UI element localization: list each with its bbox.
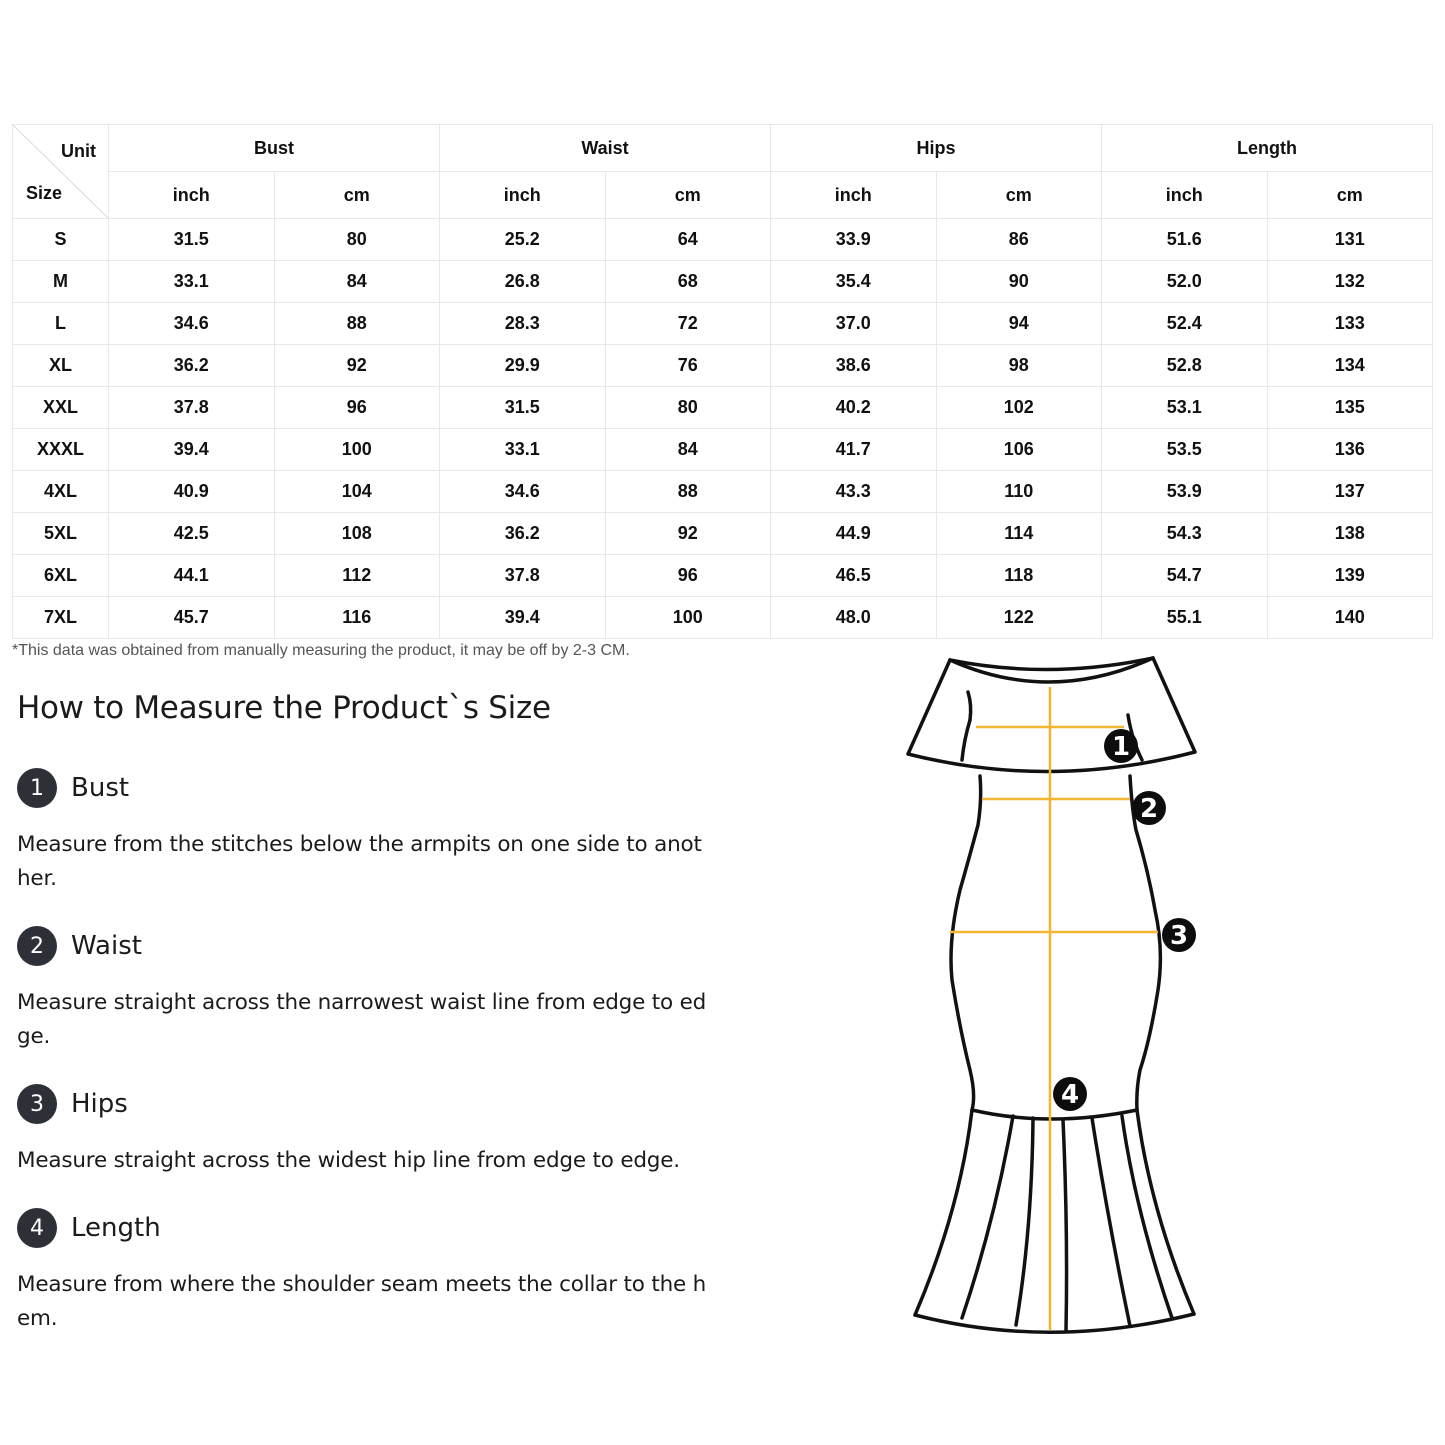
value-cell: 139 <box>1267 555 1433 597</box>
table-row <box>13 429 1433 471</box>
unit-header: inch <box>1102 172 1268 219</box>
value-cell: 132 <box>1267 261 1433 303</box>
step-description: Measure straight across the widest hip line from edge to edge. <box>17 1148 680 1173</box>
value-cell: 45.7 <box>109 597 275 639</box>
measurement-disclaimer: *This data was obtained from manually measuring the product, it may be off by 2-3 CM. <box>12 642 630 659</box>
value-cell: 36.2 <box>109 345 275 387</box>
value-cell: 52.0 <box>1102 261 1268 303</box>
value-cell: 138 <box>1267 513 1433 555</box>
value-cell: 96 <box>605 555 771 597</box>
value-cell: 104 <box>274 471 440 513</box>
value-cell: 72 <box>605 303 771 345</box>
step-number-badge: 1 <box>17 768 57 808</box>
value-cell: 84 <box>274 261 440 303</box>
svg-text:4: 4 <box>1060 1080 1080 1110</box>
unit-header: inch <box>771 172 937 219</box>
value-cell: 31.5 <box>440 387 606 429</box>
step-number-badge: 3 <box>17 1084 57 1124</box>
value-cell: 84 <box>605 429 771 471</box>
guide-title: How to Measure the Product`s Size <box>17 690 551 726</box>
unit-label: Unit <box>61 141 96 161</box>
value-cell: 88 <box>274 303 440 345</box>
value-cell: 80 <box>274 219 440 261</box>
size-chart-table <box>12 124 1433 639</box>
size-cell: 4XL <box>13 471 109 513</box>
step-length <box>17 1208 737 1336</box>
value-cell: 134 <box>1267 345 1433 387</box>
value-cell: 110 <box>936 471 1102 513</box>
value-cell: 55.1 <box>1102 597 1268 639</box>
value-cell: 136 <box>1267 429 1433 471</box>
value-cell: 34.6 <box>440 471 606 513</box>
size-label: Size <box>26 183 63 203</box>
value-cell: 114 <box>936 513 1102 555</box>
size-cell: 5XL <box>13 513 109 555</box>
value-cell: 33.9 <box>771 219 937 261</box>
value-cell: 88 <box>605 471 771 513</box>
value-cell: 140 <box>1267 597 1433 639</box>
table-row <box>13 471 1433 513</box>
value-cell: 108 <box>274 513 440 555</box>
unit-header: cm <box>1267 172 1433 219</box>
step-hips <box>17 1084 737 1178</box>
value-cell: 116 <box>274 597 440 639</box>
group-header-waist: Waist <box>440 125 771 172</box>
value-cell: 37.8 <box>440 555 606 597</box>
size-cell: L <box>13 303 109 345</box>
corner-header <box>13 125 109 219</box>
value-cell: 92 <box>274 345 440 387</box>
size-cell: 6XL <box>13 555 109 597</box>
value-cell: 36.2 <box>440 513 606 555</box>
measure-guide <box>17 690 737 1331</box>
step-waist <box>17 926 737 1054</box>
diagonal-divider <box>13 125 108 218</box>
value-cell: 52.4 <box>1102 303 1268 345</box>
value-cell: 41.7 <box>771 429 937 471</box>
value-cell: 118 <box>936 555 1102 597</box>
unit-header: cm <box>936 172 1102 219</box>
step-number-badge: 4 <box>17 1208 57 1248</box>
unit-header: cm <box>605 172 771 219</box>
value-cell: 106 <box>936 429 1102 471</box>
table-row <box>13 387 1433 429</box>
value-cell: 53.1 <box>1102 387 1268 429</box>
value-cell: 86 <box>936 219 1102 261</box>
value-cell: 52.8 <box>1102 345 1268 387</box>
svg-text:2: 2 <box>1139 794 1159 824</box>
value-cell: 94 <box>936 303 1102 345</box>
value-cell: 39.4 <box>440 597 606 639</box>
value-cell: 54.7 <box>1102 555 1268 597</box>
value-cell: 76 <box>605 345 771 387</box>
marker-1-icon <box>1104 729 1138 763</box>
marker-4-icon <box>1053 1077 1087 1111</box>
unit-header: inch <box>109 172 275 219</box>
step-description: Measure from the stitches below the armpits on one side to anot her. <box>17 832 702 891</box>
value-cell: 48.0 <box>771 597 937 639</box>
table-row <box>13 261 1433 303</box>
size-cell: 7XL <box>13 597 109 639</box>
dress-diagram-icon <box>900 650 1210 1340</box>
value-cell: 137 <box>1267 471 1433 513</box>
step-label: Hips <box>71 1089 128 1119</box>
step-number-badge: 2 <box>17 926 57 966</box>
value-cell: 102 <box>936 387 1102 429</box>
value-cell: 80 <box>605 387 771 429</box>
table-row <box>13 345 1433 387</box>
value-cell: 35.4 <box>771 261 937 303</box>
value-cell: 37.0 <box>771 303 937 345</box>
step-label: Length <box>71 1213 161 1243</box>
value-cell: 26.8 <box>440 261 606 303</box>
value-cell: 112 <box>274 555 440 597</box>
value-cell: 51.6 <box>1102 219 1268 261</box>
value-cell: 96 <box>274 387 440 429</box>
svg-text:3: 3 <box>1169 921 1189 951</box>
value-cell: 25.2 <box>440 219 606 261</box>
value-cell: 33.1 <box>109 261 275 303</box>
size-cell: XXXL <box>13 429 109 471</box>
size-cell: S <box>13 219 109 261</box>
value-cell: 40.9 <box>109 471 275 513</box>
value-cell: 133 <box>1267 303 1433 345</box>
value-cell: 135 <box>1267 387 1433 429</box>
value-cell: 38.6 <box>771 345 937 387</box>
value-cell: 68 <box>605 261 771 303</box>
size-cell: XXL <box>13 387 109 429</box>
value-cell: 122 <box>936 597 1102 639</box>
table-row <box>13 555 1433 597</box>
table-row <box>13 597 1433 639</box>
value-cell: 100 <box>274 429 440 471</box>
value-cell: 34.6 <box>109 303 275 345</box>
step-description: Measure straight across the narrowest waist line from edge to ed ge. <box>17 990 707 1049</box>
value-cell: 29.9 <box>440 345 606 387</box>
value-cell: 43.3 <box>771 471 937 513</box>
table-row <box>13 303 1433 345</box>
group-header-hips: Hips <box>771 125 1102 172</box>
value-cell: 44.9 <box>771 513 937 555</box>
group-header-length: Length <box>1102 125 1433 172</box>
value-cell: 39.4 <box>109 429 275 471</box>
value-cell: 100 <box>605 597 771 639</box>
group-header-bust: Bust <box>109 125 440 172</box>
value-cell: 31.5 <box>109 219 275 261</box>
value-cell: 28.3 <box>440 303 606 345</box>
value-cell: 53.9 <box>1102 471 1268 513</box>
table-row <box>13 513 1433 555</box>
value-cell: 98 <box>936 345 1102 387</box>
step-label: Waist <box>71 931 142 961</box>
marker-3-icon <box>1162 918 1196 952</box>
table-row <box>13 219 1433 261</box>
svg-text:1: 1 <box>1111 732 1131 762</box>
value-cell: 37.8 <box>109 387 275 429</box>
step-description: Measure from where the shoulder seam meets the collar to the h em. <box>17 1272 707 1331</box>
size-cell: M <box>13 261 109 303</box>
value-cell: 40.2 <box>771 387 937 429</box>
value-cell: 33.1 <box>440 429 606 471</box>
value-cell: 131 <box>1267 219 1433 261</box>
marker-2-icon <box>1132 791 1166 825</box>
value-cell: 53.5 <box>1102 429 1268 471</box>
value-cell: 54.3 <box>1102 513 1268 555</box>
unit-header: cm <box>274 172 440 219</box>
unit-header: inch <box>440 172 606 219</box>
value-cell: 44.1 <box>109 555 275 597</box>
value-cell: 64 <box>605 219 771 261</box>
value-cell: 42.5 <box>109 513 275 555</box>
size-cell: XL <box>13 345 109 387</box>
value-cell: 90 <box>936 261 1102 303</box>
value-cell: 92 <box>605 513 771 555</box>
value-cell: 46.5 <box>771 555 937 597</box>
step-bust <box>17 768 737 896</box>
step-label: Bust <box>71 773 130 803</box>
